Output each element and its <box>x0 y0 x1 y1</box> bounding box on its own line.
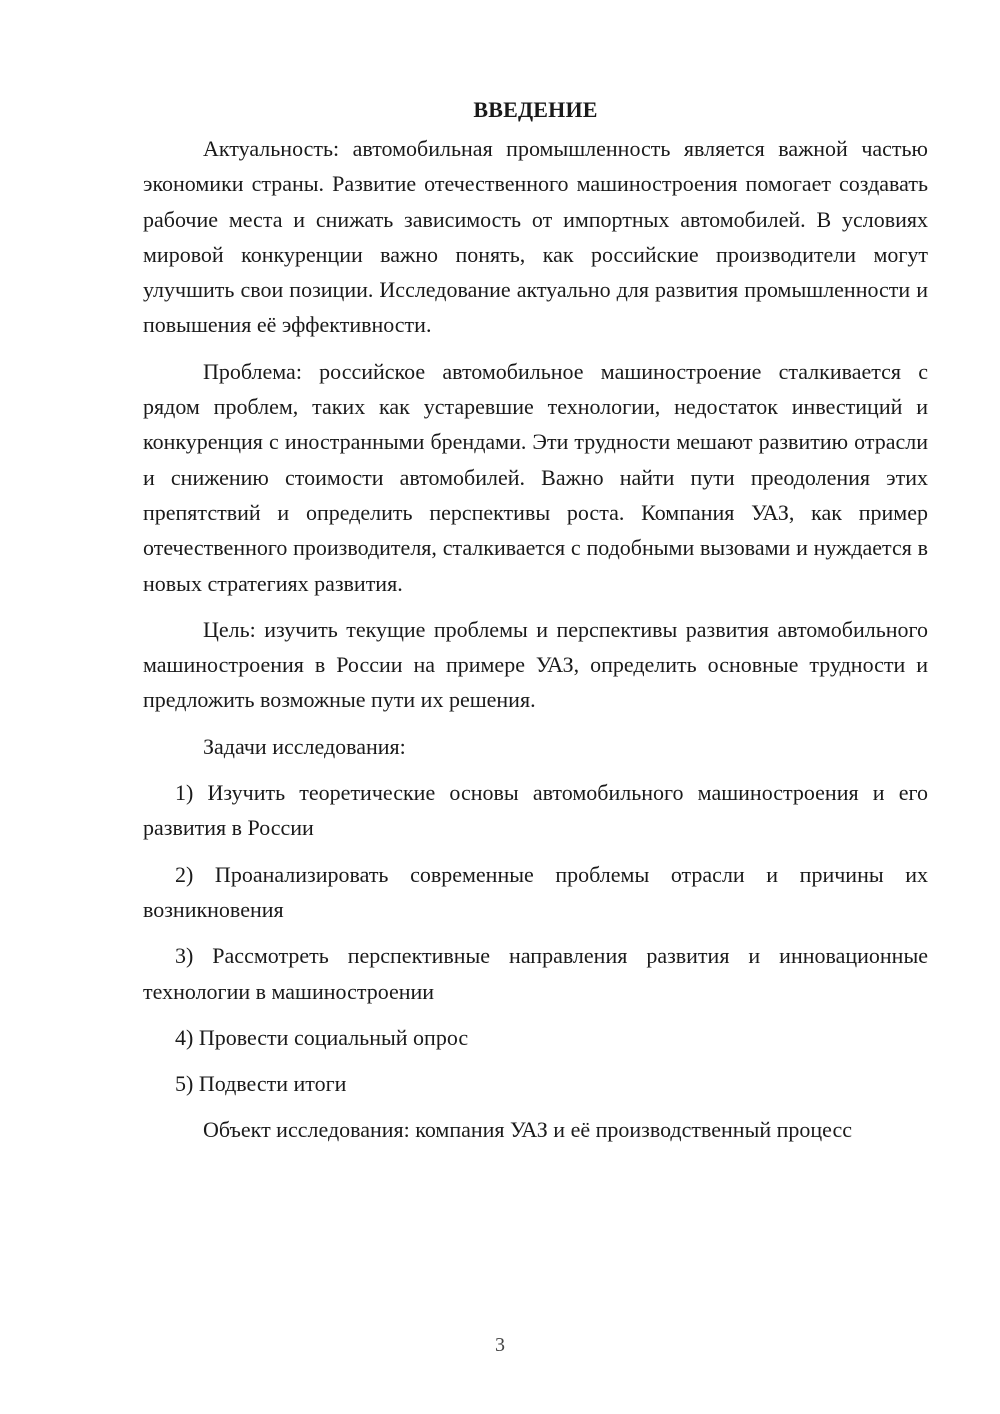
task-item-2: 2) Проанализировать современные проблемы отрасли и причины их возникновения <box>143 861 928 922</box>
paragraph-tasks-title: Задачи исследования: <box>203 733 406 759</box>
paragraph-problem: Проблема: российское автомобильное машиностроение сталкивается с рядом проблем, таких как устаревшие технологии, недостаток инвестиций и конкуренция с иностранными брендами. Эти трудности мешают развитию отрасли и снижению стоимости автомобилей. Важно найти пути преодоления этих препятствий и определить перспективы роста. Компания УАЗ, как пример отечественного производителя, сталкивается с подобными вызовами и нуждается в новых стратегиях развития. <box>143 358 928 596</box>
paragraph-goal: Цель: изучить текущие проблемы и перспективы развития автомобильного машиностроения в России на примере УАЗ, определить основные трудности и предложить возможные пути их решения. <box>143 616 928 713</box>
paragraph-relevance: Актуальность: автомобильная промышленность является важной частью экономики страны. Развитие отечественного машиностроения помогает создавать рабочие места и снижать зависимость от импортных автомобилей. В условиях мировой конкуренции важно понять, как российские производители могут улучшить свои позиции. Исследование актуально для развития промышленности и повышения её эффективности. <box>143 136 928 338</box>
task-item-3: 3) Рассмотреть перспективные направления развития и инновационные технологии в машиностроении <box>143 943 928 1004</box>
paragraph-object: Объект исследования: компания УАЗ и её производственный процесс <box>203 1117 853 1143</box>
section-heading: ВВЕДЕНИЕ <box>473 97 598 122</box>
page-number: 3 <box>495 1334 505 1356</box>
task-item-1: 1) Изучить теоретические основы автомобильного машиностроения и его развития в России <box>143 780 928 841</box>
document-page <box>143 92 928 1159</box>
task-item-5: 5) Подвести итоги <box>175 1071 347 1097</box>
task-item-4: 4) Провести социальный опрос <box>175 1024 469 1050</box>
